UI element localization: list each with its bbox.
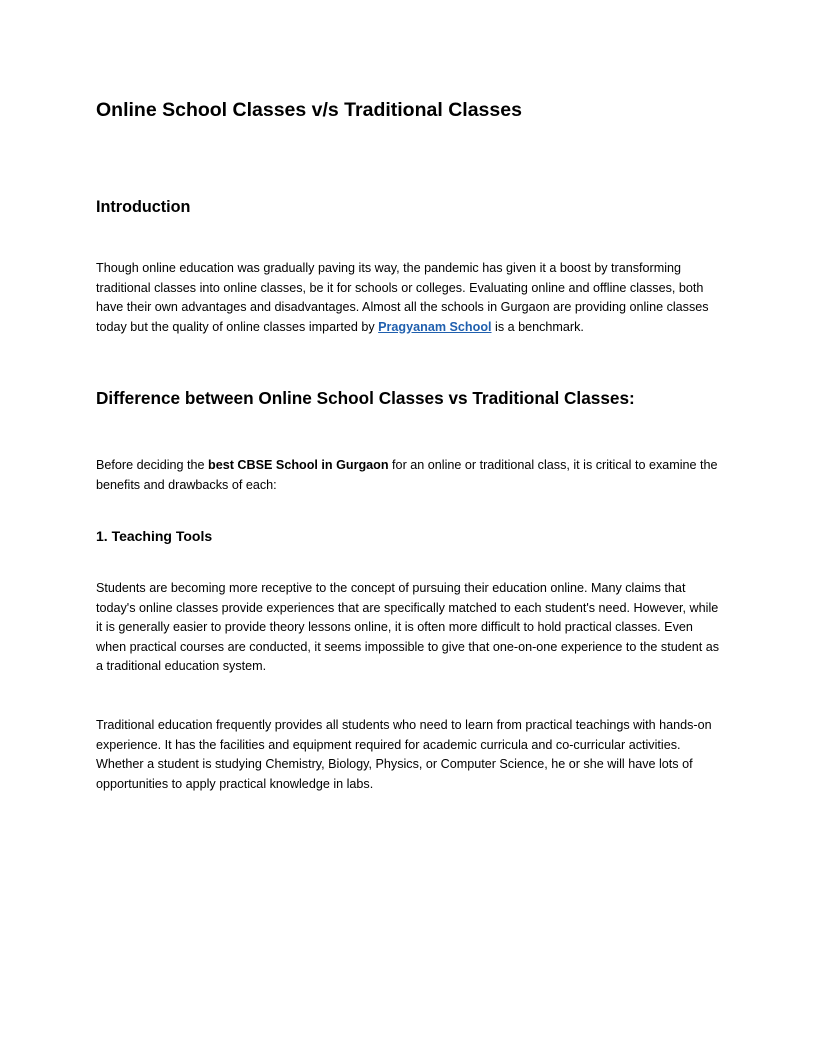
page-title: Online School Classes v/s Traditional Classes xyxy=(96,99,522,121)
difference-paragraph xyxy=(96,456,720,495)
difference-bold-text: best CBSE School in Gurgaon xyxy=(208,458,389,472)
intro-text-before-link: Though online education was gradually paving its way, the pandemic has given it a boost by transforming traditional classes into online classes, be it for schools or colleges. Evaluating online and offline classes, both have their own advantages and disadvantages. Almost all the schools in Gurgaon are providing online classes today but the quality of online classes imparted by xyxy=(96,261,709,334)
teaching-tools-paragraph-1: Students are becoming more receptive to the concept of pursuing their education online. Many claims that today's online classes provide experiences that are specifically matched to each student's need. However, while it is generally easier to provide theory lessons online, it is often more difficult to hold practical classes. Even when practical courses are conducted, it seems impossible to give that one-on-one experience to the student as a traditional education system. xyxy=(96,581,720,673)
pragyanam-school-link[interactable]: Pragyanam School xyxy=(378,319,492,334)
introduction-heading: Introduction xyxy=(96,198,191,216)
intro-text-after-link: is a benchmark. xyxy=(491,319,584,334)
introduction-paragraph xyxy=(96,259,720,337)
difference-text-after-bold: for an online or traditional class, it is critical to examine the benefits and drawbacks of each: xyxy=(96,458,718,492)
teaching-tools-heading: 1. Teaching Tools xyxy=(96,528,213,544)
difference-text-before-bold: Before deciding the xyxy=(96,458,209,472)
teaching-tools-paragraph-2: Traditional education frequently provides all students who need to learn from practical teachings with hands-on experience. It has the facilities and equipment required for academic curricula and co-curricular activities. Whether a student is studying Chemistry, Biology, Physics, or Computer Science, he or she will have lots of opportunities to apply practical knowledge in labs. xyxy=(96,718,712,791)
difference-heading: Difference between Online School Classes vs Traditional Classes: xyxy=(96,388,635,408)
